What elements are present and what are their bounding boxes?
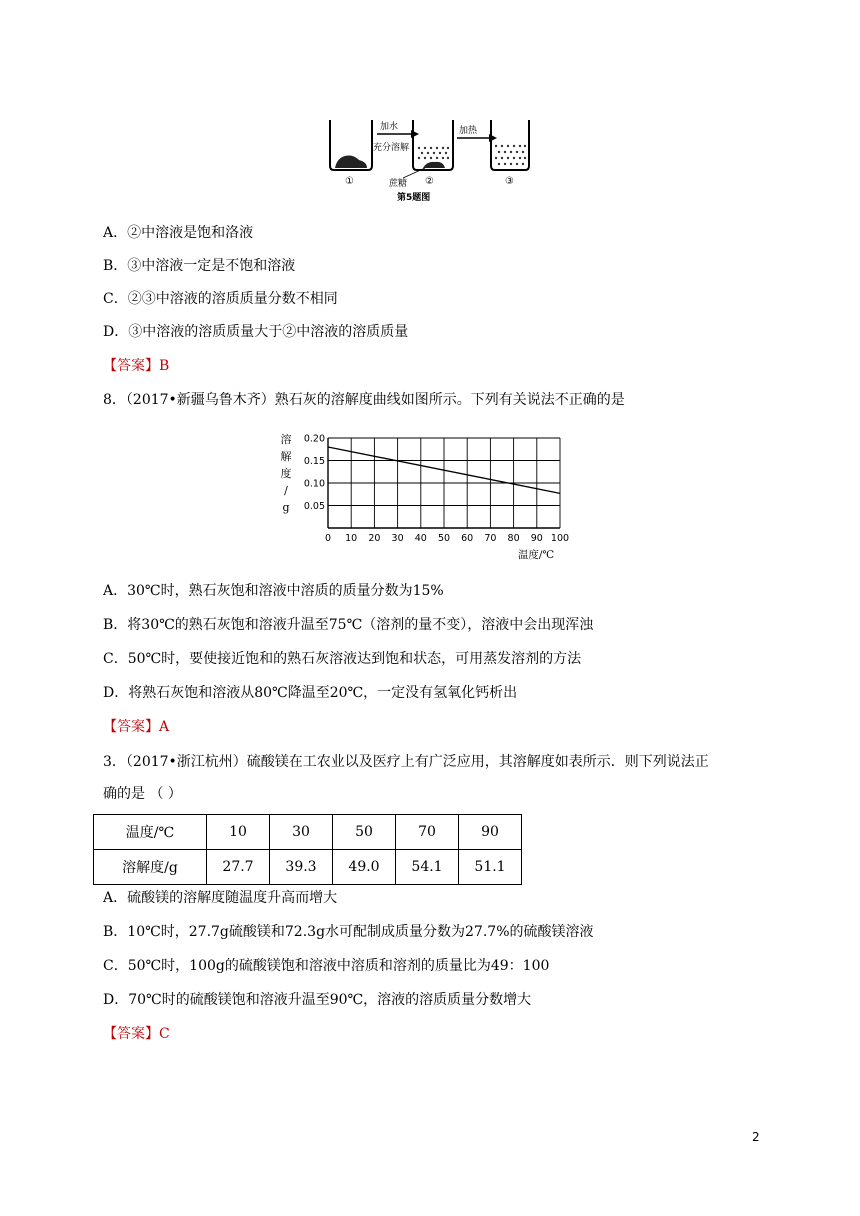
answer-tag: 【答案】 [103,719,159,735]
table-cell: 54.1 [396,850,459,885]
heat-label: 加热 [459,126,478,136]
q8-stem: 8．（2017•新疆乌鲁木齐）熟石灰的溶解度曲线如图所示。下列有关说法不正确的是 [103,392,625,408]
table-cell: 10 [207,815,270,850]
y-axis-label: 解 [280,450,292,463]
add-water-label: 加水 [380,122,399,132]
q8-option-d: D．将熟石灰饱和溶液从80℃降温至20℃，一定没有氢氧化钙析出 [103,685,518,701]
y-tick-label: 0.05 [303,501,325,512]
table-cell: 温度/℃ [94,815,207,850]
x-tick-label: 0 [324,533,332,544]
q3-option-c: C．50℃时，100g的硫酸镁饱和溶液中溶质和溶剂的质量比为49：100 [103,958,550,974]
beaker1-number: ① [345,176,354,187]
q3-option-d: D．70℃时的硫酸镁饱和溶液升温至90℃，溶液的溶质质量分数增大 [103,992,532,1008]
answer-value: A [159,719,170,735]
q8-option-c: C．50℃时，要使接近饱和的熟石灰溶液达到饱和状态，可用蒸发溶剂的方法 [103,651,582,667]
x-tick-label: 70 [484,533,497,544]
x-tick-label: 80 [507,533,520,544]
prev-option-d: D．③中溶液的溶质质量大于②中溶液的溶质质量 [103,324,409,340]
q3-answer [103,1024,170,1044]
y-tick-label: 0.15 [303,456,325,467]
table-cell: 90 [459,815,522,850]
beaker3-number: ③ [505,176,514,187]
x-tick-label: 50 [437,533,451,544]
answer-tag: 【答案】 [103,1026,159,1042]
x-tick-label: 90 [530,533,543,544]
prev-option-a: A．②中溶液是饱和洛液 [103,225,254,241]
x-axis-label: 温度/℃ [517,549,555,561]
x-tick-label: 100 [550,533,570,544]
y-axis-label: 度 [280,467,292,480]
table-row [94,850,522,885]
q8-answer [103,717,169,737]
table-row [94,815,522,850]
x-tick-label: 10 [345,533,358,544]
solubility-chart [278,430,578,565]
y-tick-label: 0.10 [303,478,325,490]
q8-option-a: A．30℃时，熟石灰饱和溶液中溶质的质量分数为15% [103,583,444,599]
table-cell: 30 [270,815,333,850]
table-cell: 49.0 [333,850,396,885]
beaker-figure [325,116,535,206]
q3-option-b: B．10℃时，27.7g硫酸镁和72.3g水可配制成质量分数为27.7%的硫酸镁溶液 [103,924,594,940]
table-cell: 51.1 [459,850,522,885]
table-cell: 27.7 [207,850,270,885]
table-cell: 70 [396,815,459,850]
y-axis-label: g [282,501,290,514]
answer-value: C [159,1026,170,1042]
beaker2-number: ② [425,176,434,187]
sucrose-label: 蔗糖 [389,179,408,189]
y-axis-label: 溶 [280,433,292,446]
table-cell: 50 [333,815,396,850]
q8-option-b: B．将30℃的熟石灰饱和溶液升温至75℃（溶剂的量不变），溶液中会出现浑浊 [103,617,594,633]
x-tick-label: 40 [414,533,427,544]
y-tick-label: 0.20 [303,433,325,445]
answer-value: B [159,358,170,374]
prev-answer [103,356,169,376]
table-cell: 39.3 [270,850,333,885]
y-axis-label: / [284,484,288,497]
table-cell: 溶解度/g [94,850,207,885]
x-tick-label: 20 [368,533,381,544]
x-tick-label: 60 [461,533,474,544]
dissolve-label: 充分溶解 [373,143,410,153]
prev-option-c: C．②③中溶液的溶质质量分数不相同 [103,291,338,307]
q3-option-a: A．硫酸镁的溶解度随温度升高而增大 [103,890,338,906]
page-number: 2 [752,1130,760,1144]
q3-stem-line2: 确的是 （ ） [103,786,182,802]
q3-stem-line1: 3．（2017•浙江杭州）硫酸镁在工农业以及医疗上有广泛应用，其溶解度如表所示．则下列说法正 [103,754,709,770]
prev-option-b: B．③中溶液一定是不饱和溶液 [103,258,296,274]
figure-caption: 第5题图 [397,193,431,203]
x-tick-label: 30 [391,533,404,544]
answer-tag: 【答案】 [103,358,159,374]
solubility-table [93,814,522,885]
